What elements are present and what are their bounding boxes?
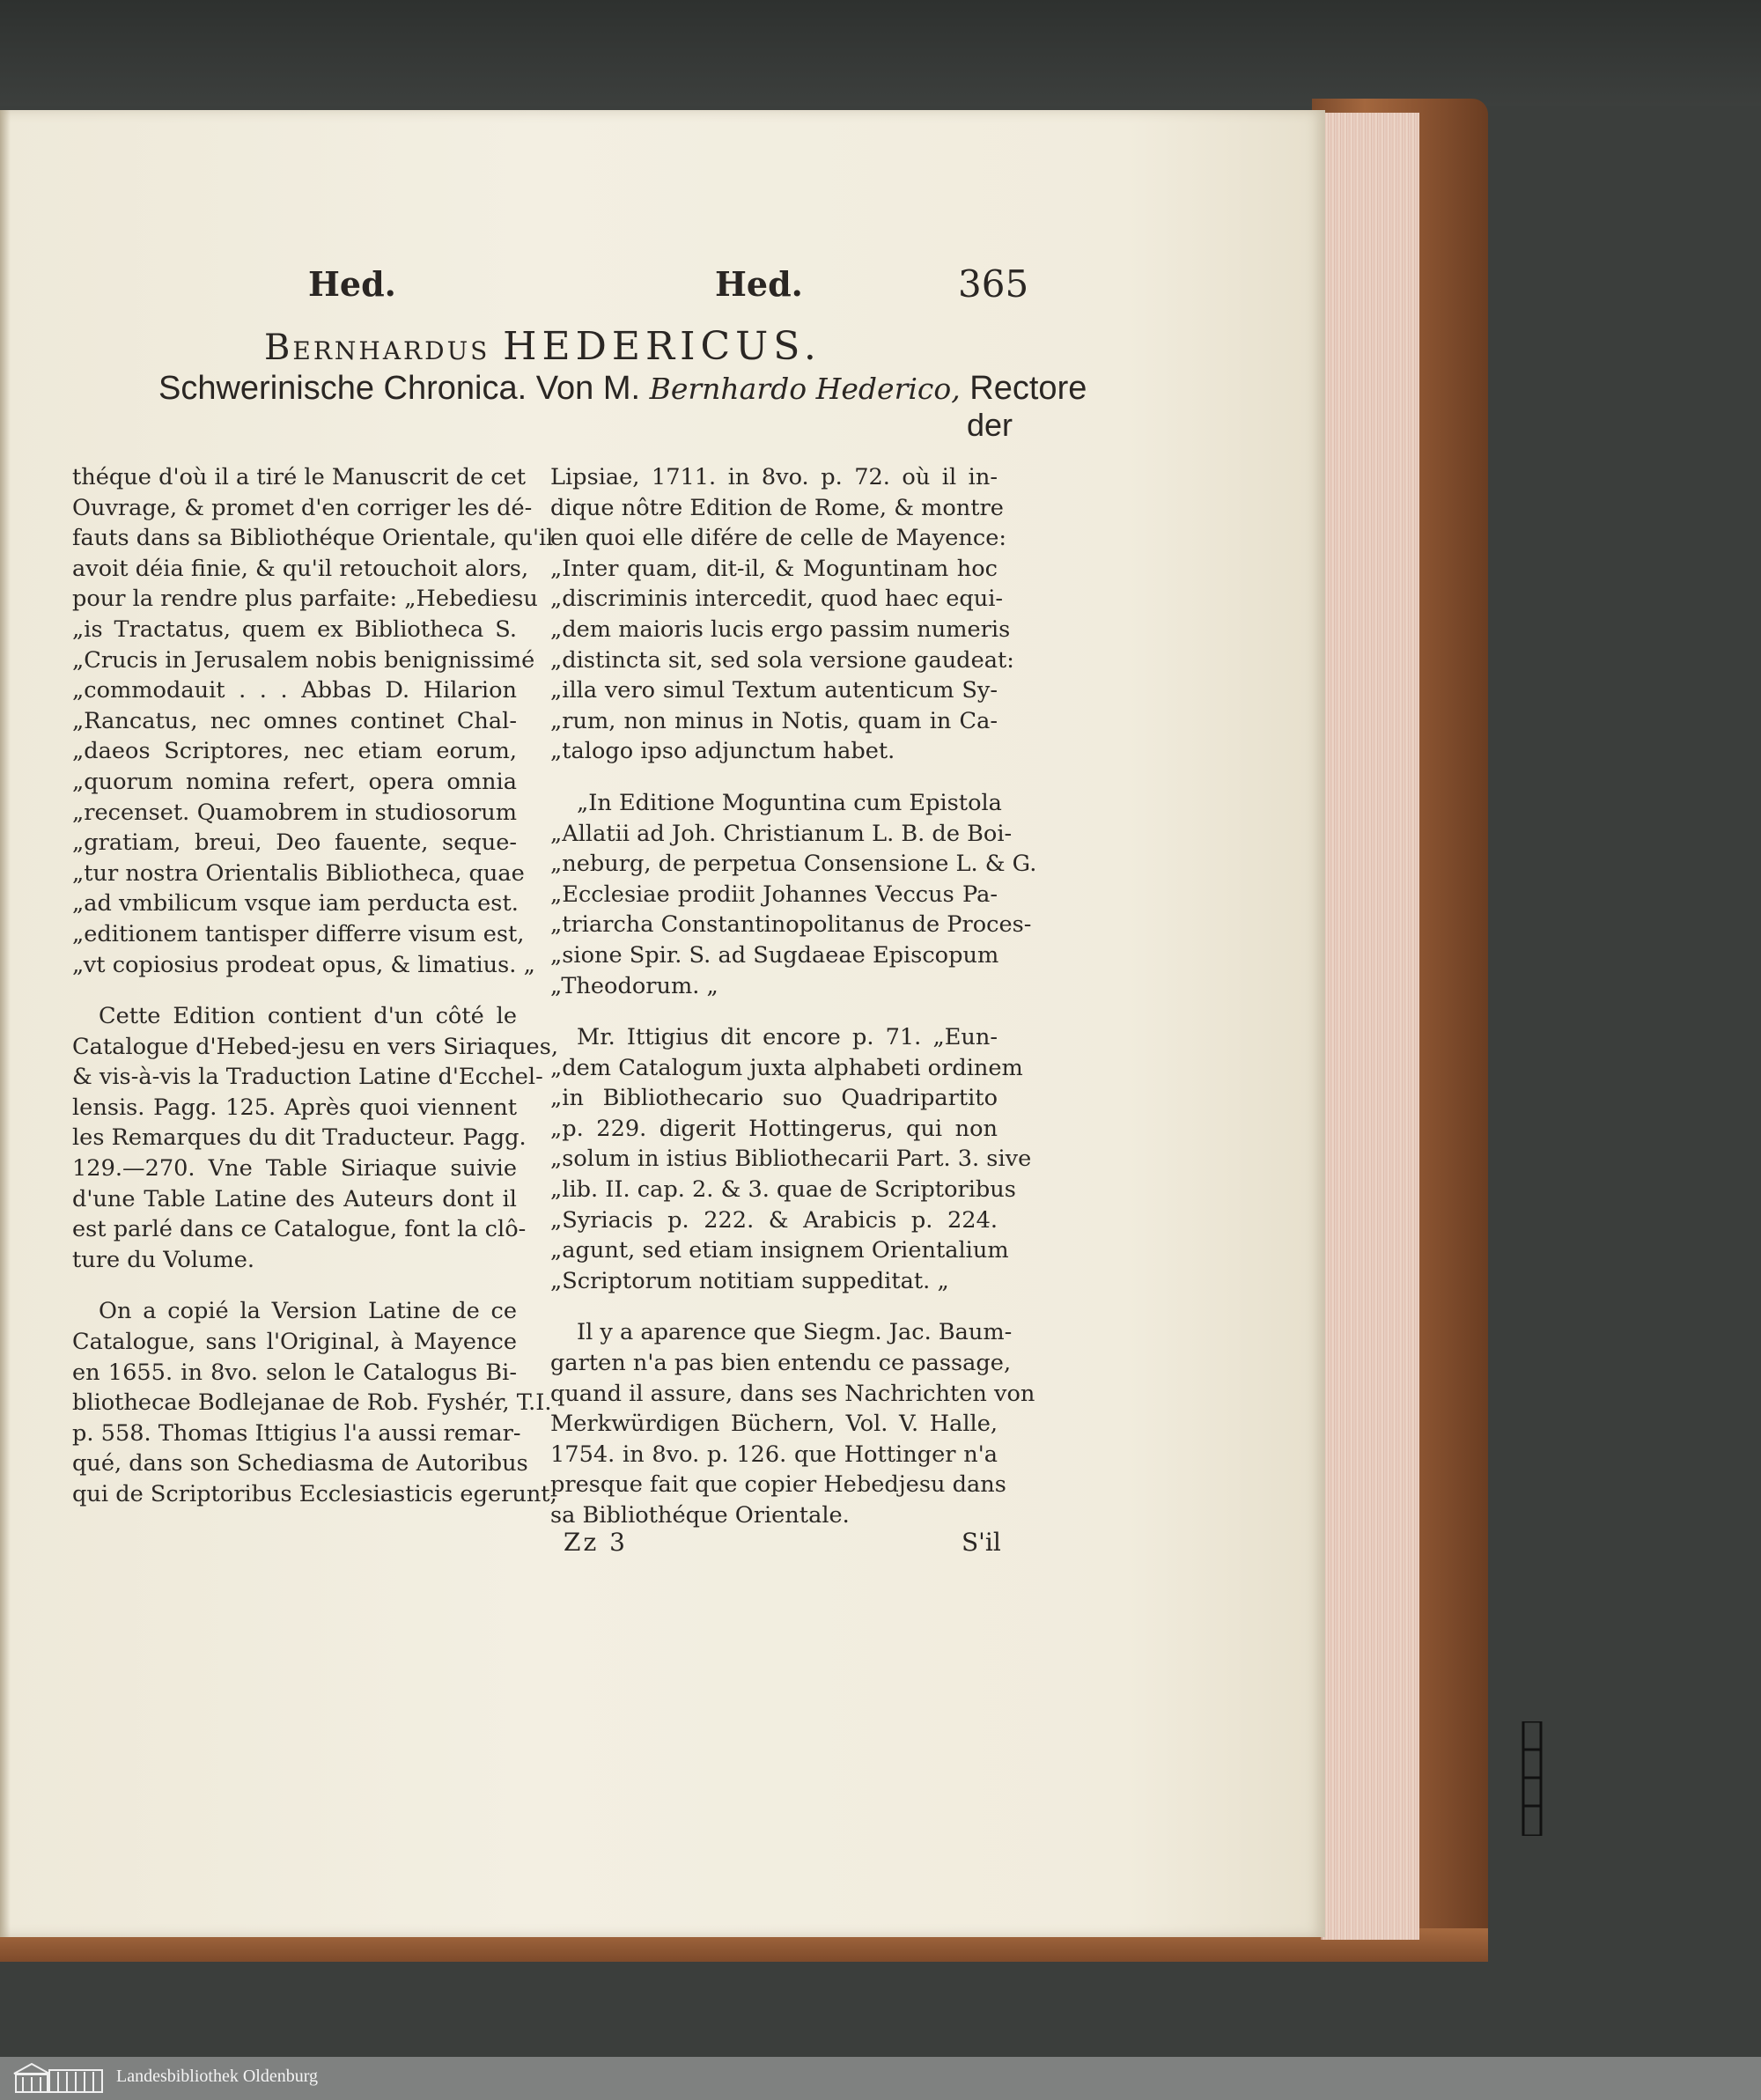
running-head-center: Hed. [715,264,803,304]
text-line: „dem maioris lucis ergo passim numeris [550,615,1011,643]
entry-title [158,370,1087,408]
title-continuation: der [967,407,1013,443]
text-line: presque fait que copier Hebedjesu dans [550,1471,1006,1499]
text-line: „tur nostra Orientalis Bibliotheca, quae [72,859,525,887]
left-paragraph-3 [72,1296,557,1509]
text-line: „illa vero simul Textum autenticum Sy- [550,677,998,704]
right-paragraph-1 [550,462,1014,767]
text-line: „neburg, de perpetua Consensione L. & G. [550,851,1037,878]
text-line: „Rancatus, nec omnes continet Chal- [72,707,517,734]
text-line: „daeos Scriptores, nec etiam eorum, [72,738,517,765]
gutter-shadow [0,110,11,1937]
text-line: p. 558. Thomas Ittigius l'a aussi remar- [72,1419,521,1447]
text-line: „recenset. Quamobrem in studiosorum [72,799,517,826]
left-paragraph-2 [72,1001,558,1275]
text-line: „sione Spir. S. ad Sugdaeae Episcopum [550,941,999,969]
text-line: Cette Edition contient d'un côté le [99,1003,517,1030]
text-line: „Scriptorum notitiam suppeditat. „ [550,1267,949,1294]
text-line: en 1655. in 8vo. selon le Catalogus Bi- [72,1359,517,1386]
catchword: S'il [962,1528,1001,1557]
text-line: pour la rendre plus parfaite: „Hebediesu [72,586,538,613]
text-line: avoit déia finie, & qu'il retouchoit alors, [72,555,529,582]
right-paragraph-3 [550,1022,1032,1296]
text-line: „lib. II. cap. 2. & 3. quae de Scriptoribus [550,1176,1016,1204]
author-first-name: Bernhardus [264,328,490,368]
text-line: „solum in istius Bibliothecarii Part. 3. sive [550,1146,1032,1173]
text-line: quand il assure, dans ses Nachrichten von [550,1380,1035,1407]
library-footer-bar [0,2057,1761,2100]
text-line: „gratiam, breui, Deo fauente, seque- [72,829,517,857]
page-number: 365 [958,262,1029,306]
text-line: „talogo ipso adjunctum habet. [550,738,895,765]
background-fabric [0,0,1761,106]
title-part3: Rectore [969,370,1087,407]
text-line: „In Editione Moguntina cum Epistola [577,789,1002,816]
text-line: „ad vmbilicum vsque iam perducta est. [72,890,519,917]
text-line: „triarcha Constantinopolitanus de Proces- [550,911,1032,939]
title-part1: Schwerinische Chronica. [158,370,527,407]
text-line: Lipsiae, 1711. in 8vo. p. 72. où il in- [550,464,998,490]
left-column [72,462,558,1510]
right-paragraph-2 [550,788,1037,1001]
text-line: Merkwürdigen Büchern, Vol. V. Halle, [550,1411,998,1438]
text-line: „Allatii ad Joh. Christianum L. B. de Boi- [550,820,1013,847]
text-line: „dem Catalogum juxta alphabeti ordinem [550,1054,1023,1081]
text-line: qui de Scriptoribus Ecclesiasticis egerunt, [72,1481,557,1507]
text-line: fauts dans sa Bibliothéque Orientale, qu'il [72,525,554,552]
text-line: „p. 229. digerit Hottingerus, qui non [550,1115,998,1142]
text-line: & vis-à-vis la Traduction Latine d'Ecchel- [72,1064,543,1091]
text-line: „agunt, sed etiam insignem Orientalium [550,1237,1009,1264]
text-line: Il y a aparence que Siegm. Jac. Baum- [577,1319,1013,1346]
title-part2: Von M. [535,370,641,407]
text-line: Mr. Ittigius dit encore p. 71. „Eun- [577,1024,998,1051]
text-line: dique nôtre Edition de Rome, & montre [550,494,1004,521]
text-line: „Ecclesiae prodiit Johannes Veccus Pa- [550,881,998,908]
text-line: „discriminis intercedit, quod haec equi- [550,586,1004,613]
text-line: Catalogue d'Hebed-jesu en vers Siriaques, [72,1033,558,1060]
text-line: garten n'a pas bien entendu ce passage, [550,1350,1012,1377]
text-line: Ouvrage, & promet d'en corriger les dé- [72,494,533,521]
text-line: „Inter quam, dit-il, & Moguntinam hoc [550,555,998,582]
text-line: „commodauit . . . Abbas D. Hilarion [72,677,517,704]
text-line: 1754. in 8vo. p. 126. que Hottinger n'a [550,1441,998,1468]
text-line: est parlé dans ce Catalogue, font la clô- [72,1216,527,1243]
text-line: „Theodorum. „ [550,972,718,999]
text-line: On a copié la Version Latine de ce [99,1298,517,1325]
library-name: Landesbibliothek Oldenburg [116,2067,319,2086]
text-line: „Crucis in Jerusalem nobis benignissimé [72,646,535,674]
signature-mark: Zz 3 [564,1528,628,1557]
text-line: 129.—270. Vne Table Siriaque suivie [72,1155,517,1183]
text-line: d'une Table Latine des Auteurs dont il [72,1185,517,1212]
text-line: „rum, non minus in Notis, quam in Ca- [550,707,998,734]
right-column [550,462,1037,1531]
text-line: „distincta sit, sed sola versione gaudeat: [550,646,1014,674]
author-heading [264,324,1021,369]
author-surname: HEDERICUS. [503,324,822,369]
right-paragraph-4 [550,1317,1035,1530]
page-fore-edge [1321,113,1419,1940]
page-marker-icon [1522,1721,1543,1836]
text-line: sa Bibliothéque Orientale. [550,1502,850,1529]
text-line: „quorum nomina refert, opera omnia [72,768,517,795]
text-line: théque d'où il a tiré le Manuscrit de cet [72,464,527,490]
running-head-left: Hed. [308,264,396,304]
text-line: „editionem tantisper differre visum est, [72,920,525,947]
text-line: lensis. Pagg. 125. Après quoi viennent [72,1094,517,1121]
text-line: „is Tractatus, quem ex Bibliotheca S. [72,615,517,643]
text-line: Catalogue, sans l'Original, à Mayence [72,1329,517,1356]
text-line: les Remarques du dit Traducteur. Pagg. [72,1124,527,1152]
text-line: bliothecae Bodlejanae de Rob. Fyshér, T.I. [72,1389,552,1417]
text-line: en quoi elle difére de celle de Mayence: [550,525,1006,552]
text-line: „vt copiosius prodeat opus, & limatius. „ [72,951,535,978]
title-name-italic: Bernhardo Hederico, [649,372,961,406]
library-building-icon [11,2061,106,2095]
text-line: „in Bibliothecario suo Quadripartito [550,1085,998,1112]
text-line: qué, dans son Schediasma de Autoribus [72,1450,528,1477]
text-line: ture du Volume. [72,1246,255,1273]
text-line: „Syriacis p. 222. & Arabicis p. 224. [550,1206,998,1234]
left-paragraph-1 [72,462,554,980]
